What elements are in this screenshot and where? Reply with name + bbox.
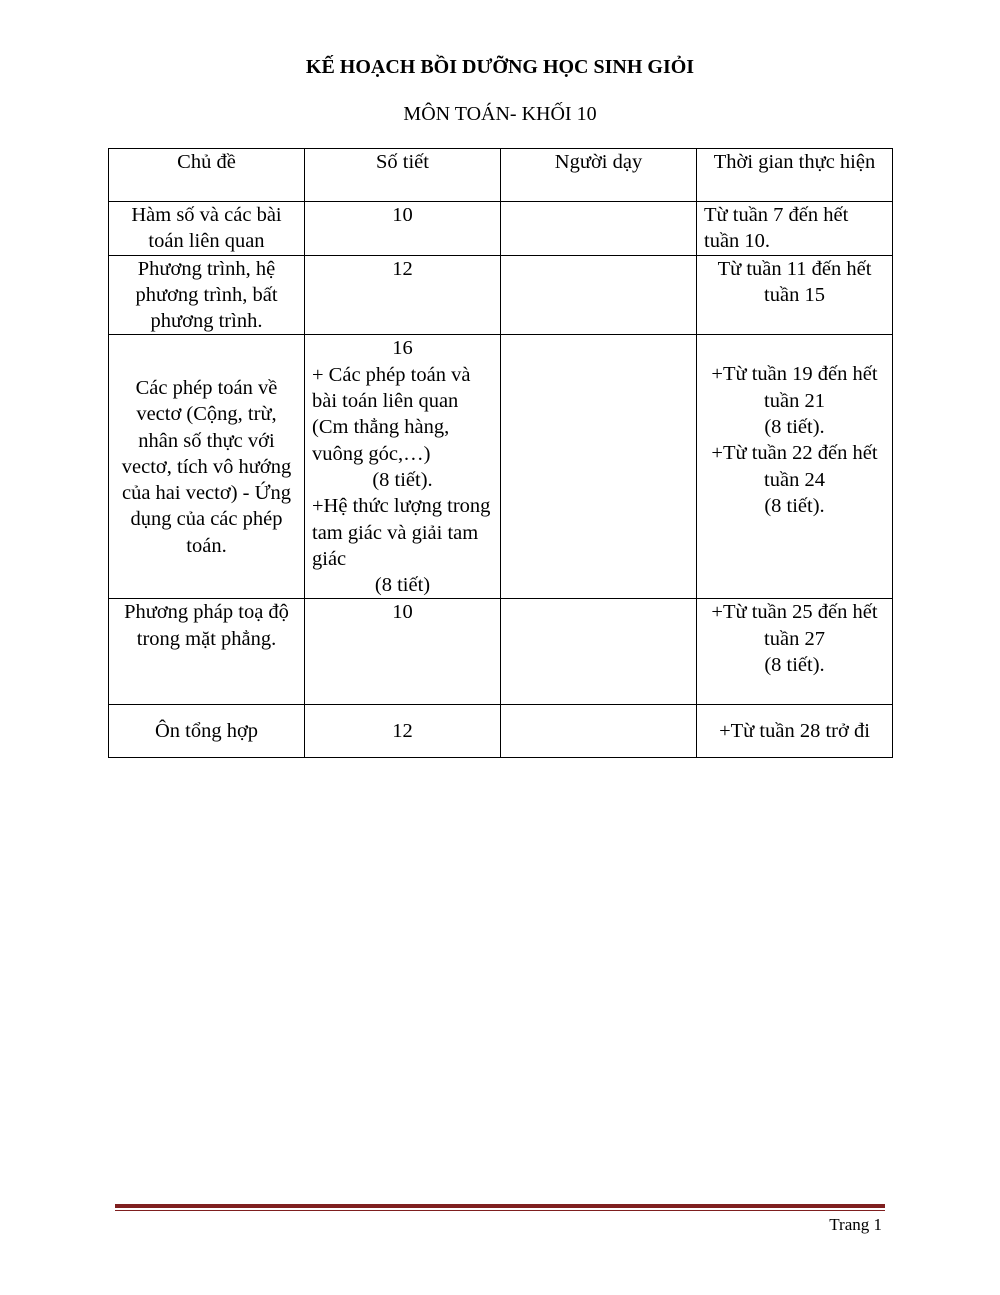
- table-row: [109, 335, 893, 599]
- row-periods: 10: [305, 202, 501, 256]
- header-teacher: Người dạy: [501, 149, 697, 202]
- periods-part2: +Hệ thức lượng trong tam giác và giải tam giác: [312, 495, 491, 570]
- document-title: KẾ HOẠCH BỒI DƯỠNG HỌC SINH GIỎI: [305, 56, 695, 78]
- periods-part1: + Các phép toán và bài toán liên quan (Cm thẳng hàng, vuông góc,…): [312, 363, 471, 465]
- plan-table: [108, 148, 893, 758]
- row-topic: Phương trình, hệ phương trình, bất phương trình.: [109, 255, 305, 335]
- time-part1: +Từ tuần 19 đến hết tuần 21: [711, 363, 878, 412]
- row-teacher: [501, 705, 697, 758]
- time-part1-count: (8 tiết).: [764, 416, 825, 439]
- row-teacher: [501, 599, 697, 705]
- time-part2-count: (8 tiết).: [764, 494, 825, 517]
- table-header-row: [109, 149, 893, 202]
- row-periods: 12: [305, 255, 501, 335]
- document-subtitle: MÔN TOÁN- KHỐI 10: [403, 103, 597, 125]
- row-periods: 12: [305, 705, 501, 758]
- row-teacher: [501, 202, 697, 256]
- table-row: [109, 202, 893, 256]
- row-time: [697, 599, 893, 705]
- time-part2: +Từ tuần 22 đến hết tuần 24: [711, 442, 878, 491]
- table-row: [109, 599, 893, 705]
- row-topic: Hàm số và các bài toán liên quan: [109, 202, 305, 256]
- page-number: Trang 1: [829, 1215, 882, 1234]
- row-topic: Phương pháp toạ độ trong mặt phẳng.: [109, 599, 305, 705]
- row-teacher: [501, 335, 697, 599]
- table-row: [109, 255, 893, 335]
- header-topic: Chủ đề: [109, 149, 305, 202]
- periods-part1-count: (8 tiết).: [372, 468, 433, 491]
- row-time: Từ tuần 11 đến hết tuần 15: [697, 255, 893, 335]
- periods-total: 16: [392, 337, 413, 360]
- row-time: +Từ tuần 28 trở đi: [697, 705, 893, 758]
- time-text: +Từ tuần 25 đến hết tuần 27: [711, 601, 878, 650]
- row-topic: Ôn tổng hợp: [109, 705, 305, 758]
- row-periods: [305, 335, 501, 599]
- row-teacher: [501, 255, 697, 335]
- footer-divider-thin: [115, 1210, 885, 1211]
- periods-part2-count: (8 tiết): [374, 574, 431, 597]
- time-count: (8 tiết).: [764, 654, 825, 677]
- header-periods: Số tiết: [305, 149, 501, 202]
- header-time: Thời gian thực hiện: [697, 149, 893, 202]
- footer-divider: [115, 1204, 885, 1208]
- row-time: [697, 335, 893, 599]
- table-row: [109, 705, 893, 758]
- row-topic: Các phép toán về vectơ (Cộng, trừ, nhân số thực với vectơ, tích vô hướng của hai vectơ) - Ứng dụng của các phép toán.: [109, 335, 305, 599]
- row-periods: 10: [305, 599, 501, 705]
- row-time: Từ tuần 7 đến hết tuần 10.: [697, 202, 893, 256]
